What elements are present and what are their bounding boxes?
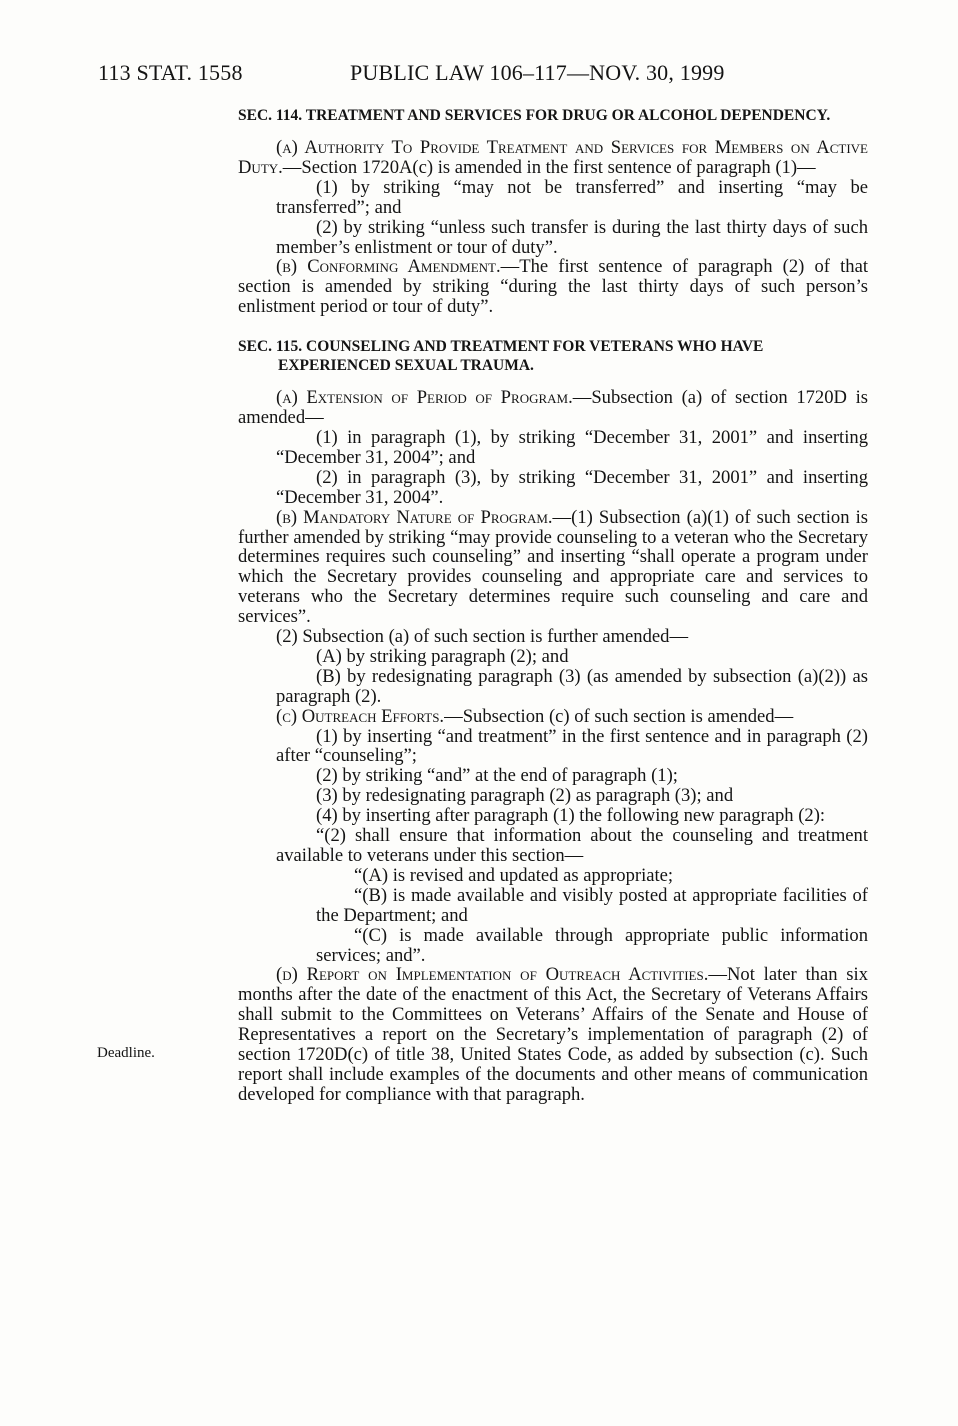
sec115-c-paragraph-1: (1) by inserting “and treatment” in the first sentence and in paragraph (2) after “counseling”; bbox=[276, 725, 868, 767]
sec115-a-caption: (a) Extension of Period of Program. bbox=[276, 387, 573, 409]
margin-note-deadline: Deadline. bbox=[97, 1045, 155, 1061]
sec114-a-paragraph-2: (2) by striking “unless such transfer is during the last thirty days of such member’s enlistment or tour of duty”. bbox=[276, 216, 868, 258]
section-114-heading: SEC. 114. TREATMENT AND SERVICES FOR DRUG OR ALCOHOL DEPENDENCY. bbox=[238, 107, 831, 124]
quoted-paragraph-2: “(2) shall ensure that information about the counseling and treatment available to veterans under this section— bbox=[276, 825, 868, 866]
sec115-a-text: —Subsection (a) of section 1720D is amended— bbox=[238, 387, 868, 429]
stat-page-number: 113 STAT. 1558 bbox=[98, 60, 243, 85]
sec115-d-caption: (d) Report on Implementation of Outreach Activities. bbox=[276, 964, 709, 986]
sec115-b-caption: (b) Mandatory Nature of Program. bbox=[276, 506, 553, 528]
sec115-subsection-d bbox=[238, 965, 868, 1104]
sec114-a-text: —Section 1720A(c) is amended in the first sentence of paragraph (1)— bbox=[282, 156, 816, 178]
sec115-c-paragraph-3: (3) by redesignating paragraph (2) as paragraph (3); and bbox=[316, 785, 734, 807]
sec115-c-paragraph-4: (4) by inserting after paragraph (1) the following new paragraph (2): bbox=[316, 805, 826, 827]
sec114-a-caption: (a) Authority To Provide Treatment and Services for Members on Active Duty. bbox=[238, 137, 868, 178]
sec115-a-paragraph-1: (1) in paragraph (1), by striking “December 31, 2001” and inserting “December 31, 2004”; and bbox=[276, 426, 868, 468]
sec115-subsection-c bbox=[238, 707, 868, 727]
quoted-subparagraph-A: “(A) is revised and updated as appropriate; bbox=[354, 864, 674, 886]
quoted-subparagraph-C: “(C) is made available through appropriate public information services; and”. bbox=[316, 924, 868, 966]
sec115-b-paragraph-2: (2) Subsection (a) of such section is further amended— bbox=[276, 626, 689, 648]
sec114-a-paragraph-1: (1) by striking “may not be transferred” and inserting “may be transferred”; and bbox=[276, 176, 868, 218]
sec115-b-subparagraph-A: (A) by striking paragraph (2); and bbox=[316, 645, 569, 667]
public-law-header: PUBLIC LAW 106–117—NOV. 30, 1999 bbox=[350, 60, 725, 85]
sec115-d-text: —Not later than six months after the date of the enactment of this Act, the Secretary of Veterans Affairs shall submit to the Committees on Veterans’ Affairs of the Senate and House of Representatives a report on the Secretary’s implementation of paragraph (2) of section 1720D(c) of title 38, United States Code, as added by subsection (c). Such report shall include examples of the documents and other means of communication developed for compliance with that paragraph. bbox=[238, 964, 868, 1105]
sec114-b-text: —The first sentence of paragraph (2) of that section is amended by striking “during the last thirty days of such person’s enlistment period or tour of duty”. bbox=[238, 256, 868, 318]
sec114-subsection-b bbox=[238, 257, 868, 317]
document-body bbox=[238, 106, 868, 1105]
sec115-subsection-b bbox=[238, 508, 868, 627]
sec115-b-subparagraph-B: (B) by redesignating paragraph (3) (as amended by subsection (a)(2)) as paragraph (2). bbox=[276, 665, 868, 707]
sec115-c-text: —Subsection (c) of such section is amended— bbox=[444, 705, 794, 727]
sec115-a-paragraph-2: (2) in paragraph (3), by striking “December 31, 2001” and inserting “December 31, 2004”. bbox=[276, 466, 868, 508]
sec115-c-paragraph-2: (2) by striking “and” at the end of paragraph (1); bbox=[316, 765, 678, 787]
sec114-b-caption: (b) Conforming Amendment. bbox=[276, 256, 501, 278]
sec115-subsection-a bbox=[238, 388, 868, 428]
section-115-heading: SEC. 115. COUNSELING AND TREATMENT FOR VETERANS WHO HAVE EXPERIENCED SEXUAL TRAUMA. bbox=[238, 338, 764, 375]
quoted-subparagraph-B: “(B) is made available and visibly posted at appropriate facilities of the Department; and bbox=[316, 884, 868, 926]
sec114-subsection-a bbox=[238, 138, 868, 178]
sec115-b-text: —(1) Subsection (a)(1) of such section is further amended by striking “may provide counseling to a veteran who the Secretary determines requires such counseling” and inserting “shall operate a program under which the Secretary provides counseling and appropriate care and services to veterans who the Secretary determines require such counseling and care and services”. bbox=[238, 506, 868, 628]
sec115-c-caption: (c) Outreach Efforts. bbox=[276, 705, 445, 727]
